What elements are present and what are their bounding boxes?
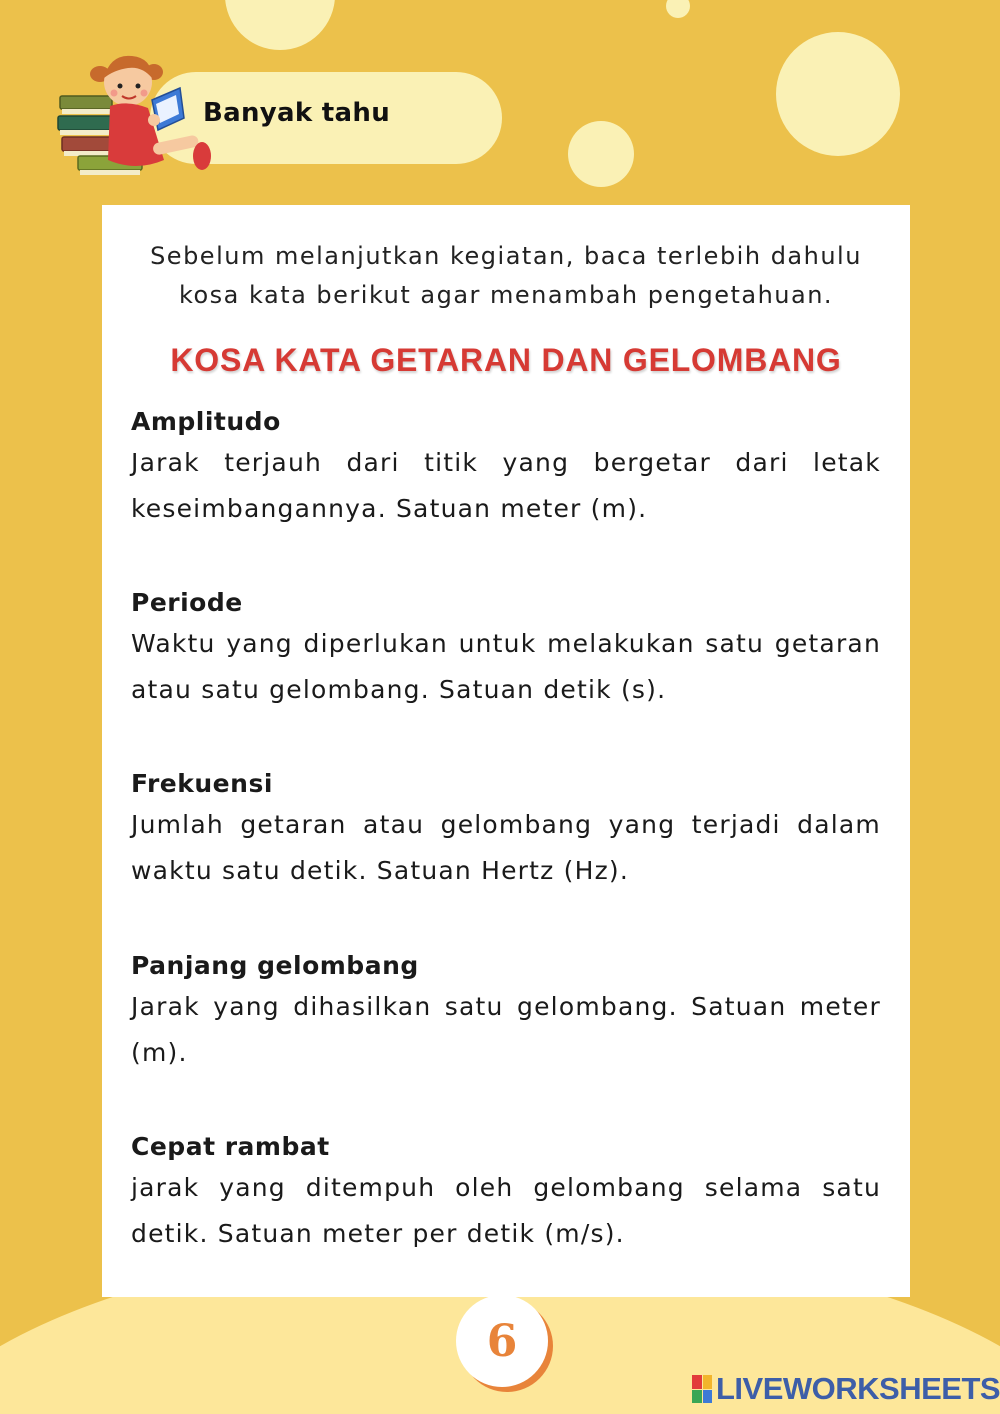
vocab-definition: Jarak yang dihasilkan satu gelombang. Satuan meter (m). <box>131 992 881 1067</box>
brand-text: LIVEWORKSHEETS <box>716 1371 1000 1406</box>
reading-girl-illustration <box>52 48 222 188</box>
vocab-definition: Jumlah getaran atau gelombang yang terjadi dalam waktu satu detik. Satuan Hertz (Hz). <box>131 810 881 885</box>
liveworksheets-logo-icon <box>692 1375 712 1403</box>
vocab-entry <box>131 949 881 1075</box>
vocab-term: Cepat rambat <box>131 1132 330 1161</box>
vocab-definition: Waktu yang diperlukan untuk melakukan satu getaran atau satu gelombang. Satuan detik (s). <box>131 629 881 704</box>
page-number-badge <box>456 1295 548 1387</box>
decor-bubble <box>225 0 335 50</box>
brand-watermark[interactable] <box>692 1372 1000 1406</box>
intro-text: Sebelum melanjutkan kegiatan, baca terlebih dahulu kosa kata berikut agar menambah pengetahuan. <box>150 242 862 309</box>
vocab-entry <box>131 1130 881 1256</box>
vocab-entry <box>131 405 881 531</box>
vocab-term: Periode <box>131 588 243 617</box>
vocab-term: Frekuensi <box>131 769 273 798</box>
vocab-entry <box>131 586 881 712</box>
vocab-entry <box>131 767 881 893</box>
vocab-definition: Jarak terjauh dari titik yang bergetar dari letak keseimbangannya. Satuan meter (m). <box>131 448 881 523</box>
vocab-term: Panjang gelombang <box>131 951 419 980</box>
page-number: 6 <box>486 1315 518 1367</box>
decor-bubble <box>776 32 900 156</box>
decor-bubble <box>666 0 690 18</box>
vocab-term: Amplitudo <box>131 407 281 436</box>
section-heading: KOSA KATA GETARAN DAN GELOMBANG <box>170 342 842 378</box>
decor-bubble <box>568 121 634 187</box>
header-title: Banyak tahu <box>203 98 391 128</box>
vocab-definition: jarak yang ditempuh oleh gelombang selama satu detik. Satuan meter per detik (m/s). <box>131 1173 881 1248</box>
vocabulary-card <box>102 205 910 1297</box>
